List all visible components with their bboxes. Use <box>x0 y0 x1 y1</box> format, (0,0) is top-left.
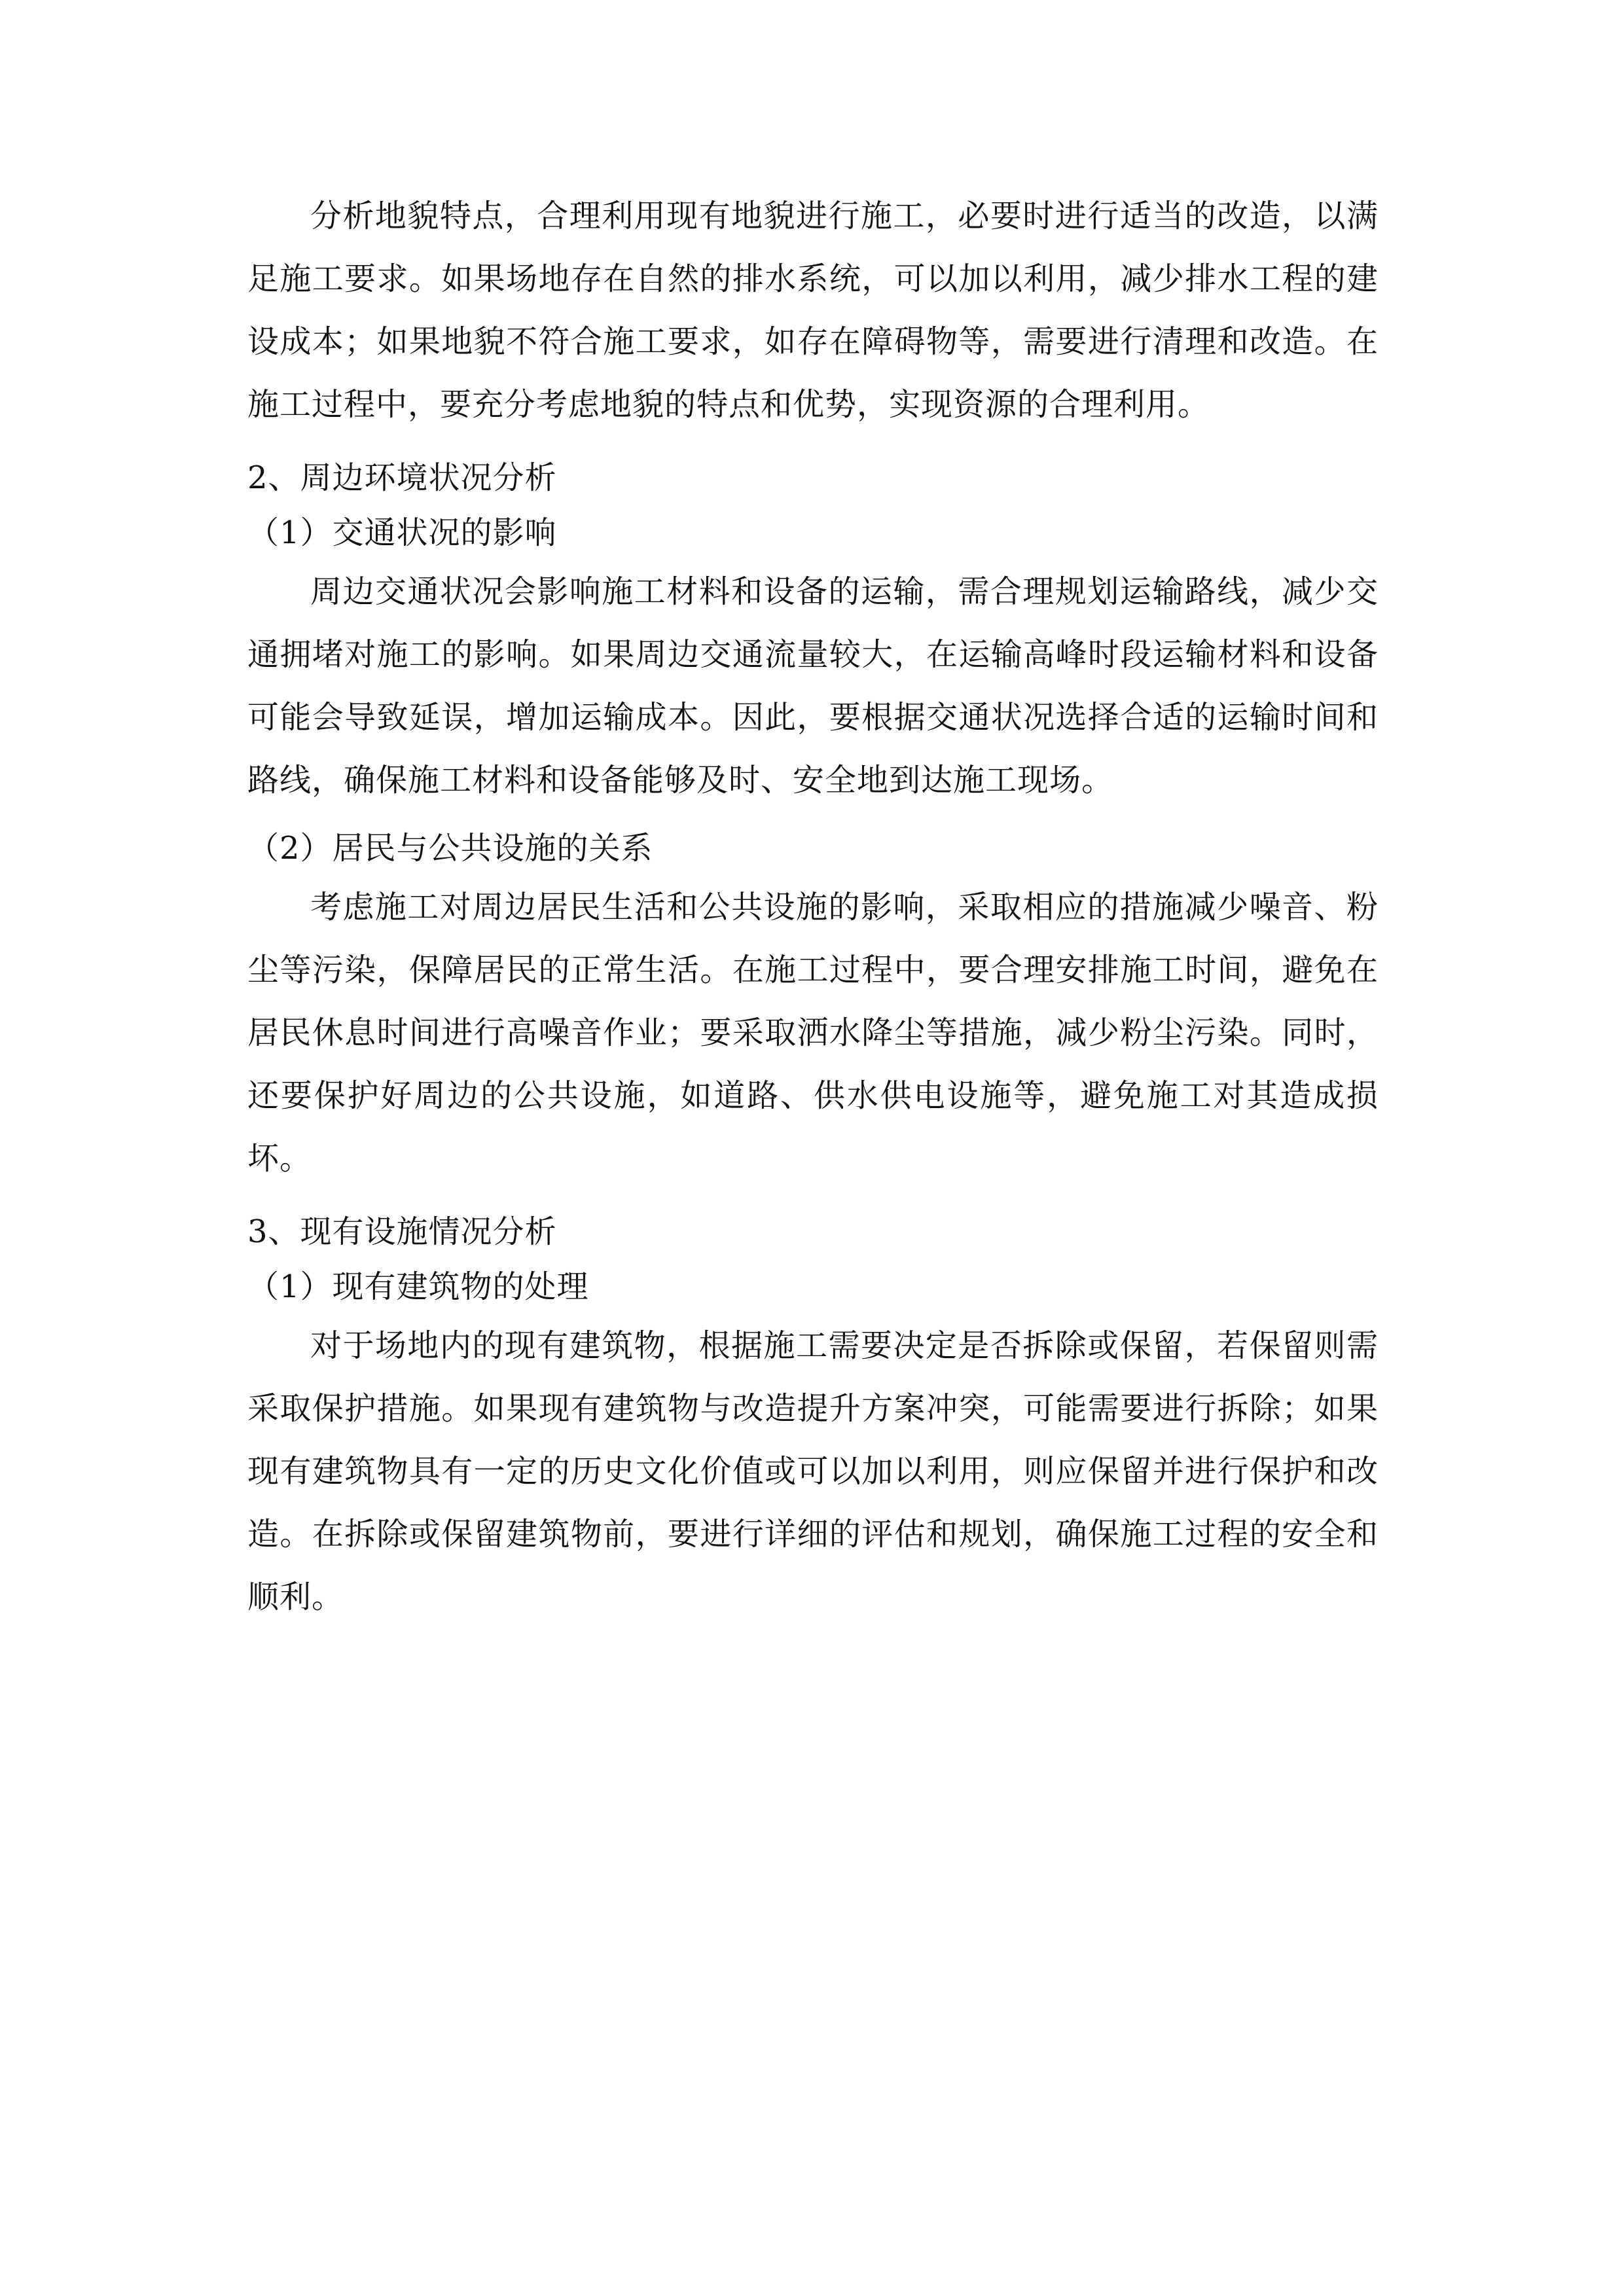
paragraph-landform-analysis: 分析地貌特点，合理利用现有地貌进行施工，必要时进行适当的改造，以满足施工要求。如果场地存在自然的排水系统，可以加以利用，减少排水工程的建设成本；如果地貌不符合施工要求，如存在障碍物等，需要进行清理和改造。在施工过程中，要充分考虑地貌的特点和优势，实现资源的合理利用。 <box>247 198 1379 423</box>
spacer <box>247 812 1379 821</box>
subheading-residents: （2）居民与公共设施的关系 <box>247 830 653 867</box>
section-heading-facilities: 3、现有设施情况分析 <box>247 1213 557 1250</box>
spacer <box>247 1190 1379 1204</box>
spacer <box>247 436 1379 450</box>
paragraph-residents: 考虑施工对周边居民生活和公共设施的影响，采取相应的措施减少噪音、粉尘等污染，保障居民的正常生活。在施工过程中，要合理安排施工时间，避免在居民休息时间进行高噪音作业；要采取洒水降尘等措施，减少粉尘污染。同时，还要保护好周边的公共设施，如道路、供水供电设施等，避免施工对其造成损坏。 <box>247 889 1379 1177</box>
document-body <box>247 185 1379 1628</box>
subheading-buildings: （1）现有建筑物的处理 <box>247 1268 589 1305</box>
section-heading-surroundings: 2、周边环境状况分析 <box>247 459 557 496</box>
paragraph-traffic: 周边交通状况会影响施工材料和设备的运输，需合理规划运输路线，减少交通拥堵对施工的影响。如果周边交通流量较大，在运输高峰时段运输材料和设备可能会导致延误，增加运输成本。因此，要根据交通状况选择合适的运输时间和路线，确保施工材料和设备能够及时、安全地到达施工现场。 <box>247 573 1379 798</box>
subheading-traffic: （1）交通状况的影响 <box>247 514 557 551</box>
paragraph-buildings: 对于场地内的现有建筑物，根据施工需要决定是否拆除或保留，若保留则需采取保护措施。如果现有建筑物与改造提升方案冲突，可能需要进行拆除；如果现有建筑物具有一定的历史文化价值或可以加以利用，则应保留并进行保护和改造。在拆除或保留建筑物前，要进行详细的评估和规划，确保施工过程的安全和顺利。 <box>247 1327 1379 1615</box>
